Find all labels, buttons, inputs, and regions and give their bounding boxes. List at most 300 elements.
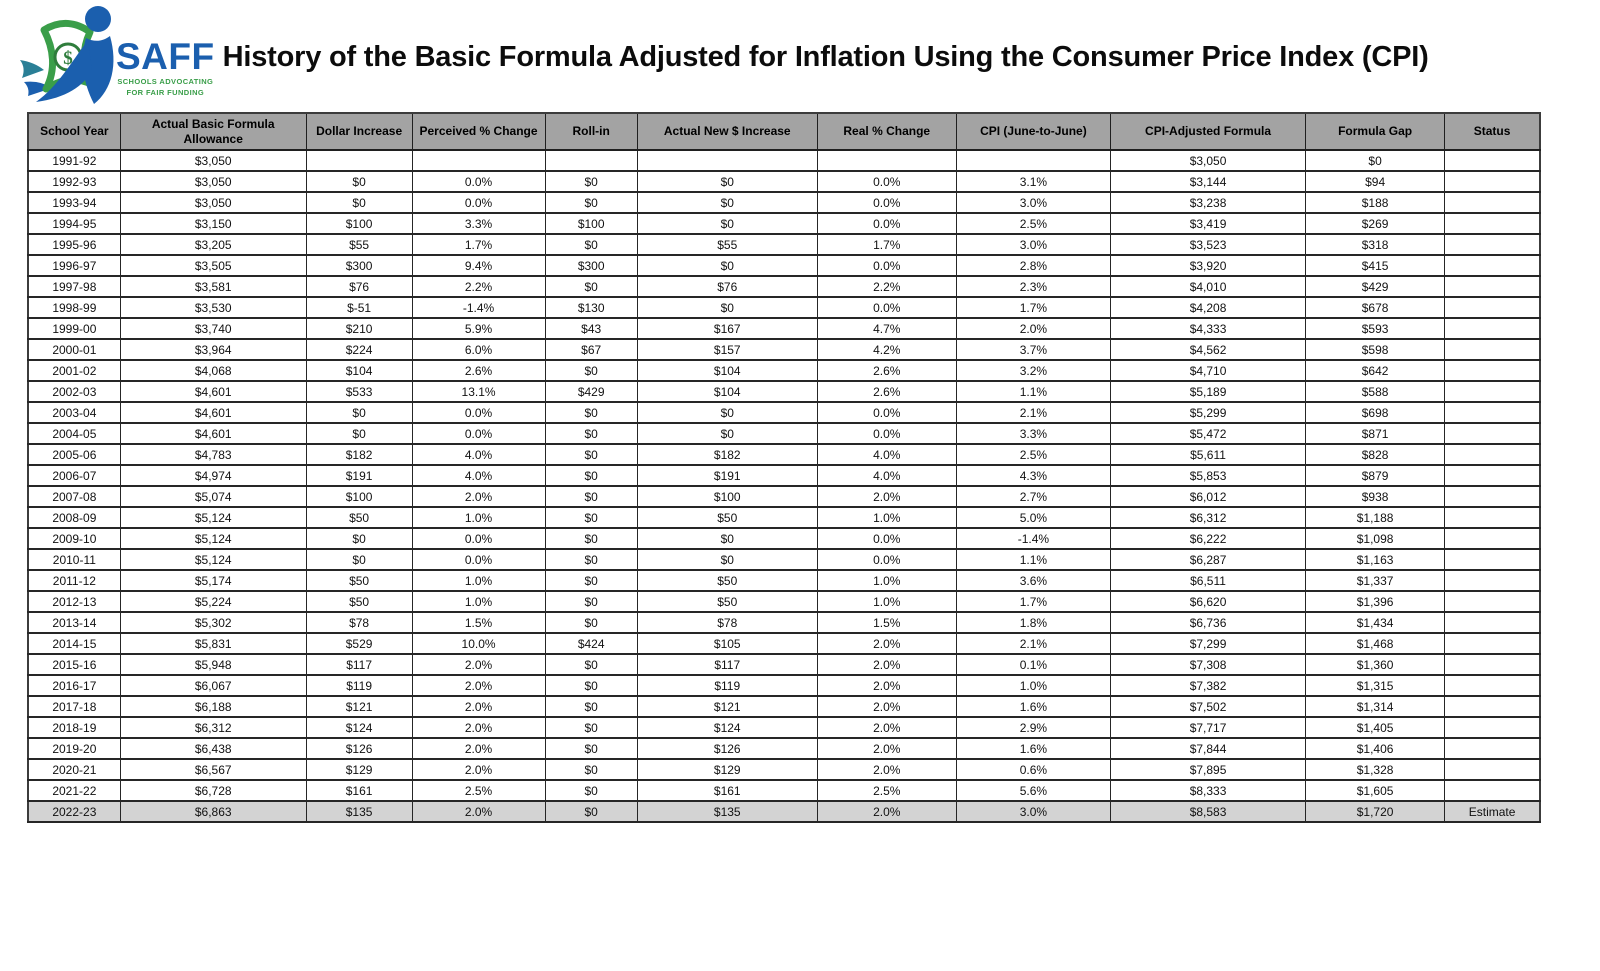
table-cell: $104 bbox=[637, 381, 817, 402]
table-cell: 2.0% bbox=[817, 717, 956, 738]
table-cell bbox=[1445, 738, 1540, 759]
table-cell: 0.0% bbox=[412, 402, 545, 423]
table-cell: 0.0% bbox=[817, 171, 956, 192]
table-cell bbox=[1445, 444, 1540, 465]
table-cell: $415 bbox=[1306, 255, 1445, 276]
table-cell bbox=[1445, 402, 1540, 423]
table-cell: $50 bbox=[637, 591, 817, 612]
table-row bbox=[28, 486, 1540, 507]
logo-tagline-line2: FOR FAIR FUNDING bbox=[126, 87, 205, 97]
table-cell: 1.7% bbox=[817, 234, 956, 255]
table-cell: $76 bbox=[306, 276, 412, 297]
table-cell: 3.3% bbox=[412, 213, 545, 234]
table-cell: 0.0% bbox=[817, 255, 956, 276]
table-cell: 2008-09 bbox=[28, 507, 120, 528]
table-cell: $126 bbox=[637, 738, 817, 759]
table-cell: 4.2% bbox=[817, 339, 956, 360]
table-cell: 3.0% bbox=[956, 192, 1110, 213]
table-row bbox=[28, 591, 1540, 612]
table-row bbox=[28, 612, 1540, 633]
table-cell: $5,124 bbox=[120, 549, 306, 570]
table-cell bbox=[1445, 633, 1540, 654]
table-cell: $8,333 bbox=[1111, 780, 1306, 801]
table-cell: $126 bbox=[306, 738, 412, 759]
table-cell: $7,308 bbox=[1111, 654, 1306, 675]
table-row bbox=[28, 738, 1540, 759]
table-cell: $6,067 bbox=[120, 675, 306, 696]
table-cell: $182 bbox=[637, 444, 817, 465]
table-cell bbox=[637, 150, 817, 171]
table-cell: 1.7% bbox=[412, 234, 545, 255]
table-cell: $161 bbox=[637, 780, 817, 801]
table-cell: $5,302 bbox=[120, 612, 306, 633]
table-cell: $0 bbox=[306, 549, 412, 570]
table-cell: 2.5% bbox=[817, 780, 956, 801]
table-cell: $76 bbox=[637, 276, 817, 297]
table-cell: $588 bbox=[1306, 381, 1445, 402]
formula-history-table bbox=[27, 112, 1541, 823]
logo-tagline-line1: SCHOOLS ADVOCATING bbox=[117, 77, 214, 87]
table-cell: $3,150 bbox=[120, 213, 306, 234]
table-cell: 2.2% bbox=[817, 276, 956, 297]
table-row bbox=[28, 150, 1540, 171]
table-cell: 10.0% bbox=[412, 633, 545, 654]
table-cell: $188 bbox=[1306, 192, 1445, 213]
table-cell: 2002-03 bbox=[28, 381, 120, 402]
table-cell: $6,438 bbox=[120, 738, 306, 759]
table-cell bbox=[412, 150, 545, 171]
table-row bbox=[28, 759, 1540, 780]
table-cell: $6,863 bbox=[120, 801, 306, 822]
table-row bbox=[28, 465, 1540, 486]
table-cell: $4,562 bbox=[1111, 339, 1306, 360]
table-cell: $117 bbox=[637, 654, 817, 675]
table-cell: $4,010 bbox=[1111, 276, 1306, 297]
table-row bbox=[28, 528, 1540, 549]
table-cell bbox=[1445, 276, 1540, 297]
table-row bbox=[28, 717, 1540, 738]
table-row bbox=[28, 276, 1540, 297]
table-cell: 2020-21 bbox=[28, 759, 120, 780]
table-cell bbox=[1445, 360, 1540, 381]
table-cell: 2.0% bbox=[817, 633, 956, 654]
table-cell: 2.0% bbox=[412, 675, 545, 696]
table-row bbox=[28, 780, 1540, 801]
table-cell: $6,312 bbox=[1111, 507, 1306, 528]
table-cell: $1,405 bbox=[1306, 717, 1445, 738]
table-cell: $3,581 bbox=[120, 276, 306, 297]
table-cell: 2.7% bbox=[956, 486, 1110, 507]
saff-logo-text bbox=[116, 38, 215, 97]
table-cell: $879 bbox=[1306, 465, 1445, 486]
table-cell: 6.0% bbox=[412, 339, 545, 360]
table-cell: $135 bbox=[306, 801, 412, 822]
table-cell: 0.0% bbox=[817, 423, 956, 444]
table-cell: $828 bbox=[1306, 444, 1445, 465]
table-cell: 2000-01 bbox=[28, 339, 120, 360]
table-cell: $0 bbox=[637, 549, 817, 570]
table-row bbox=[28, 318, 1540, 339]
table-cell: $191 bbox=[306, 465, 412, 486]
table-row bbox=[28, 633, 1540, 654]
table-cell: 1.0% bbox=[817, 570, 956, 591]
table-cell bbox=[1445, 381, 1540, 402]
table-cell: 2.8% bbox=[956, 255, 1110, 276]
table-cell: 2001-02 bbox=[28, 360, 120, 381]
table-cell: 4.0% bbox=[412, 444, 545, 465]
table-cell bbox=[1445, 255, 1540, 276]
table-cell: $5,124 bbox=[120, 507, 306, 528]
table-cell: $1,406 bbox=[1306, 738, 1445, 759]
table-cell: 5.6% bbox=[956, 780, 1110, 801]
table-cell: $0 bbox=[545, 192, 637, 213]
table-row bbox=[28, 696, 1540, 717]
header-row bbox=[28, 113, 1540, 150]
logo-tagline bbox=[116, 77, 215, 97]
table-cell: 2.9% bbox=[956, 717, 1110, 738]
table-cell: $4,601 bbox=[120, 402, 306, 423]
table-cell: $0 bbox=[545, 528, 637, 549]
table-cell: 1.0% bbox=[817, 507, 956, 528]
table-cell: $67 bbox=[545, 339, 637, 360]
table-cell bbox=[1445, 759, 1540, 780]
table-cell: $5,948 bbox=[120, 654, 306, 675]
table-cell: Estimate bbox=[1445, 801, 1540, 822]
table-cell: 2017-18 bbox=[28, 696, 120, 717]
table-cell bbox=[1445, 654, 1540, 675]
table-cell: $55 bbox=[306, 234, 412, 255]
table-cell: $6,511 bbox=[1111, 570, 1306, 591]
table-cell: $119 bbox=[637, 675, 817, 696]
table-cell: 2.0% bbox=[817, 696, 956, 717]
table-cell: 2.0% bbox=[412, 801, 545, 822]
table-cell: $121 bbox=[637, 696, 817, 717]
table-cell: $0 bbox=[545, 612, 637, 633]
table-cell: $5,831 bbox=[120, 633, 306, 654]
table-cell: 2019-20 bbox=[28, 738, 120, 759]
table-cell bbox=[1445, 570, 1540, 591]
table-cell: $5,124 bbox=[120, 528, 306, 549]
table-cell: 0.0% bbox=[817, 402, 956, 423]
table-cell bbox=[1445, 234, 1540, 255]
table-cell bbox=[1445, 675, 1540, 696]
saff-logo bbox=[18, 4, 215, 110]
table-cell: $0 bbox=[545, 444, 637, 465]
table-cell: $4,601 bbox=[120, 381, 306, 402]
table-cell: 2.6% bbox=[412, 360, 545, 381]
column-header: Roll-in bbox=[545, 113, 637, 150]
table-cell: $0 bbox=[545, 465, 637, 486]
table-cell: 2.5% bbox=[956, 213, 1110, 234]
table-cell: $0 bbox=[545, 171, 637, 192]
table-cell: 2.1% bbox=[956, 402, 1110, 423]
table-cell: $0 bbox=[545, 549, 637, 570]
table-cell: 2003-04 bbox=[28, 402, 120, 423]
table-row bbox=[28, 381, 1540, 402]
table-cell: 0.0% bbox=[412, 549, 545, 570]
table-cell bbox=[1445, 339, 1540, 360]
table-cell: 2.0% bbox=[817, 801, 956, 822]
table-cell: $6,620 bbox=[1111, 591, 1306, 612]
table-cell: $3,238 bbox=[1111, 192, 1306, 213]
table-cell: 0.0% bbox=[817, 528, 956, 549]
table-cell: $0 bbox=[637, 528, 817, 549]
table-cell: $100 bbox=[306, 486, 412, 507]
table-cell bbox=[817, 150, 956, 171]
table-cell: $0 bbox=[545, 654, 637, 675]
table-cell bbox=[1445, 297, 1540, 318]
table-cell: 2016-17 bbox=[28, 675, 120, 696]
table-cell: $3,205 bbox=[120, 234, 306, 255]
table-cell: 13.1% bbox=[412, 381, 545, 402]
table-cell bbox=[1445, 213, 1540, 234]
table-cell: 1.0% bbox=[412, 507, 545, 528]
table-cell: $0 bbox=[306, 402, 412, 423]
table-cell: 3.7% bbox=[956, 339, 1110, 360]
table-cell: $50 bbox=[637, 507, 817, 528]
table-cell: $119 bbox=[306, 675, 412, 696]
table-cell: 3.2% bbox=[956, 360, 1110, 381]
table-cell: $5,611 bbox=[1111, 444, 1306, 465]
table-cell: $100 bbox=[637, 486, 817, 507]
table-cell: $5,853 bbox=[1111, 465, 1306, 486]
table-cell: 5.0% bbox=[956, 507, 1110, 528]
formula-history-table-container bbox=[27, 112, 1541, 823]
table-cell: $0 bbox=[545, 591, 637, 612]
table-cell: $0 bbox=[545, 507, 637, 528]
table-cell: 2.0% bbox=[412, 486, 545, 507]
table-cell: 4.0% bbox=[817, 444, 956, 465]
table-cell: 2.5% bbox=[956, 444, 1110, 465]
table-cell bbox=[1445, 780, 1540, 801]
table-cell: 2006-07 bbox=[28, 465, 120, 486]
table-cell: $3,964 bbox=[120, 339, 306, 360]
table-cell: $124 bbox=[306, 717, 412, 738]
table-cell: 4.0% bbox=[817, 465, 956, 486]
table-cell: 3.1% bbox=[956, 171, 1110, 192]
table-cell: $7,844 bbox=[1111, 738, 1306, 759]
table-cell: $4,601 bbox=[120, 423, 306, 444]
table-cell: 3.3% bbox=[956, 423, 1110, 444]
table-cell: $3,740 bbox=[120, 318, 306, 339]
table-cell: 2.0% bbox=[817, 654, 956, 675]
table-cell: $0 bbox=[545, 570, 637, 591]
table-row bbox=[28, 192, 1540, 213]
table-cell: $182 bbox=[306, 444, 412, 465]
table-cell bbox=[1445, 591, 1540, 612]
table-cell: 2.0% bbox=[412, 717, 545, 738]
table-cell: 1.0% bbox=[412, 591, 545, 612]
table-row bbox=[28, 255, 1540, 276]
table-cell: 2.3% bbox=[956, 276, 1110, 297]
table-cell: $5,472 bbox=[1111, 423, 1306, 444]
table-cell: 0.0% bbox=[817, 297, 956, 318]
table-cell: -1.4% bbox=[956, 528, 1110, 549]
table-cell: $1,720 bbox=[1306, 801, 1445, 822]
table-cell: 2009-10 bbox=[28, 528, 120, 549]
table-row bbox=[28, 549, 1540, 570]
column-header: Dollar Increase bbox=[306, 113, 412, 150]
table-cell: 4.7% bbox=[817, 318, 956, 339]
table-cell: $429 bbox=[545, 381, 637, 402]
table-cell: $0 bbox=[545, 696, 637, 717]
table-cell: $6,012 bbox=[1111, 486, 1306, 507]
table-cell: 3.0% bbox=[956, 801, 1110, 822]
table-cell: $3,144 bbox=[1111, 171, 1306, 192]
table-cell: $1,360 bbox=[1306, 654, 1445, 675]
table-cell: $871 bbox=[1306, 423, 1445, 444]
table-cell: 1.5% bbox=[412, 612, 545, 633]
table-cell: 1997-98 bbox=[28, 276, 120, 297]
table-cell: $104 bbox=[306, 360, 412, 381]
table-cell: $4,974 bbox=[120, 465, 306, 486]
table-cell: 1996-97 bbox=[28, 255, 120, 276]
table-cell: $0 bbox=[545, 423, 637, 444]
table-cell: $1,337 bbox=[1306, 570, 1445, 591]
table-cell: $529 bbox=[306, 633, 412, 654]
column-header: Formula Gap bbox=[1306, 113, 1445, 150]
table-cell: 2.0% bbox=[412, 696, 545, 717]
column-header: School Year bbox=[28, 113, 120, 150]
table-cell: $5,299 bbox=[1111, 402, 1306, 423]
table-cell: $4,710 bbox=[1111, 360, 1306, 381]
table-cell: 2015-16 bbox=[28, 654, 120, 675]
table-cell: $300 bbox=[545, 255, 637, 276]
table-cell: 1999-00 bbox=[28, 318, 120, 339]
column-header: Perceived % Change bbox=[412, 113, 545, 150]
table-cell: $678 bbox=[1306, 297, 1445, 318]
table-cell: $0 bbox=[1306, 150, 1445, 171]
table-cell: $3,050 bbox=[120, 192, 306, 213]
table-cell: $0 bbox=[306, 192, 412, 213]
table-cell: $210 bbox=[306, 318, 412, 339]
table-cell: $7,299 bbox=[1111, 633, 1306, 654]
table-cell: $0 bbox=[545, 276, 637, 297]
table-row bbox=[28, 444, 1540, 465]
table-cell: -1.4% bbox=[412, 297, 545, 318]
table-cell: 0.0% bbox=[817, 192, 956, 213]
table-cell: $1,396 bbox=[1306, 591, 1445, 612]
table-cell: 1.7% bbox=[956, 591, 1110, 612]
table-cell: $0 bbox=[637, 423, 817, 444]
table-cell: $0 bbox=[545, 486, 637, 507]
table-cell: 1.5% bbox=[817, 612, 956, 633]
table-cell: 3.0% bbox=[956, 234, 1110, 255]
table-cell: 0.0% bbox=[412, 528, 545, 549]
table-cell: $157 bbox=[637, 339, 817, 360]
table-cell: 2.0% bbox=[412, 654, 545, 675]
table-row bbox=[28, 171, 1540, 192]
table-cell: 0.0% bbox=[817, 213, 956, 234]
table-cell: $4,783 bbox=[120, 444, 306, 465]
table-cell: $0 bbox=[637, 192, 817, 213]
table-cell: $1,188 bbox=[1306, 507, 1445, 528]
table-cell: $0 bbox=[545, 780, 637, 801]
table-cell: 1.8% bbox=[956, 612, 1110, 633]
column-header: Real % Change bbox=[817, 113, 956, 150]
table-cell: $1,434 bbox=[1306, 612, 1445, 633]
table-row bbox=[28, 213, 1540, 234]
table-cell: $0 bbox=[306, 423, 412, 444]
table-cell: $0 bbox=[545, 360, 637, 381]
table-cell: $0 bbox=[306, 171, 412, 192]
table-cell: $94 bbox=[1306, 171, 1445, 192]
logo-acronym: SAFF bbox=[116, 36, 215, 78]
table-cell: $0 bbox=[545, 402, 637, 423]
table-cell bbox=[1445, 486, 1540, 507]
table-cell: 1.6% bbox=[956, 738, 1110, 759]
table-cell: 2.0% bbox=[412, 759, 545, 780]
table-cell: $938 bbox=[1306, 486, 1445, 507]
table-cell: $121 bbox=[306, 696, 412, 717]
table-cell: 1992-93 bbox=[28, 171, 120, 192]
table-cell: $1,163 bbox=[1306, 549, 1445, 570]
table-cell bbox=[1445, 528, 1540, 549]
table-cell: 4.3% bbox=[956, 465, 1110, 486]
table-cell bbox=[1445, 423, 1540, 444]
table-cell: 2011-12 bbox=[28, 570, 120, 591]
table-cell: $0 bbox=[637, 213, 817, 234]
table-cell: $3,050 bbox=[1111, 150, 1306, 171]
table-cell: 2.0% bbox=[817, 486, 956, 507]
table-cell: 2010-11 bbox=[28, 549, 120, 570]
table-cell bbox=[956, 150, 1110, 171]
table-cell: $429 bbox=[1306, 276, 1445, 297]
table-cell: 1993-94 bbox=[28, 192, 120, 213]
table-cell: $43 bbox=[545, 318, 637, 339]
table-cell bbox=[1445, 549, 1540, 570]
table-cell: $0 bbox=[637, 255, 817, 276]
table-cell: $1,315 bbox=[1306, 675, 1445, 696]
table-cell: $5,189 bbox=[1111, 381, 1306, 402]
table-cell bbox=[1445, 507, 1540, 528]
table-cell: $5,074 bbox=[120, 486, 306, 507]
table-row bbox=[28, 360, 1540, 381]
table-cell: $0 bbox=[545, 675, 637, 696]
table-cell bbox=[1445, 612, 1540, 633]
table-cell: $100 bbox=[306, 213, 412, 234]
table-cell: 0.0% bbox=[412, 423, 545, 444]
table-cell: 1.7% bbox=[956, 297, 1110, 318]
table-cell: 2.0% bbox=[412, 738, 545, 759]
table-cell: 2014-15 bbox=[28, 633, 120, 654]
table-cell: $1,468 bbox=[1306, 633, 1445, 654]
page-title: History of the Basic Formula Adjusted for Inflation Using the Consumer Price Index (CPI) bbox=[222, 40, 1429, 73]
table-cell: $100 bbox=[545, 213, 637, 234]
table-cell: 2.0% bbox=[817, 738, 956, 759]
table-cell: 2012-13 bbox=[28, 591, 120, 612]
table-cell: $0 bbox=[637, 297, 817, 318]
table-cell: $7,717 bbox=[1111, 717, 1306, 738]
table-cell: $3,920 bbox=[1111, 255, 1306, 276]
table-cell: $5,174 bbox=[120, 570, 306, 591]
table-cell: $0 bbox=[545, 234, 637, 255]
table-cell: 2.0% bbox=[956, 318, 1110, 339]
table-cell: 1.0% bbox=[412, 570, 545, 591]
table-cell: $0 bbox=[545, 801, 637, 822]
table-cell: $3,523 bbox=[1111, 234, 1306, 255]
table-row bbox=[28, 423, 1540, 444]
table-cell: $129 bbox=[637, 759, 817, 780]
table-cell: $0 bbox=[637, 171, 817, 192]
table-cell: 1991-92 bbox=[28, 150, 120, 171]
table-cell: $3,530 bbox=[120, 297, 306, 318]
table-cell: 2022-23 bbox=[28, 801, 120, 822]
table-cell: $55 bbox=[637, 234, 817, 255]
table-cell: $191 bbox=[637, 465, 817, 486]
table-cell: $130 bbox=[545, 297, 637, 318]
table-cell: $129 bbox=[306, 759, 412, 780]
